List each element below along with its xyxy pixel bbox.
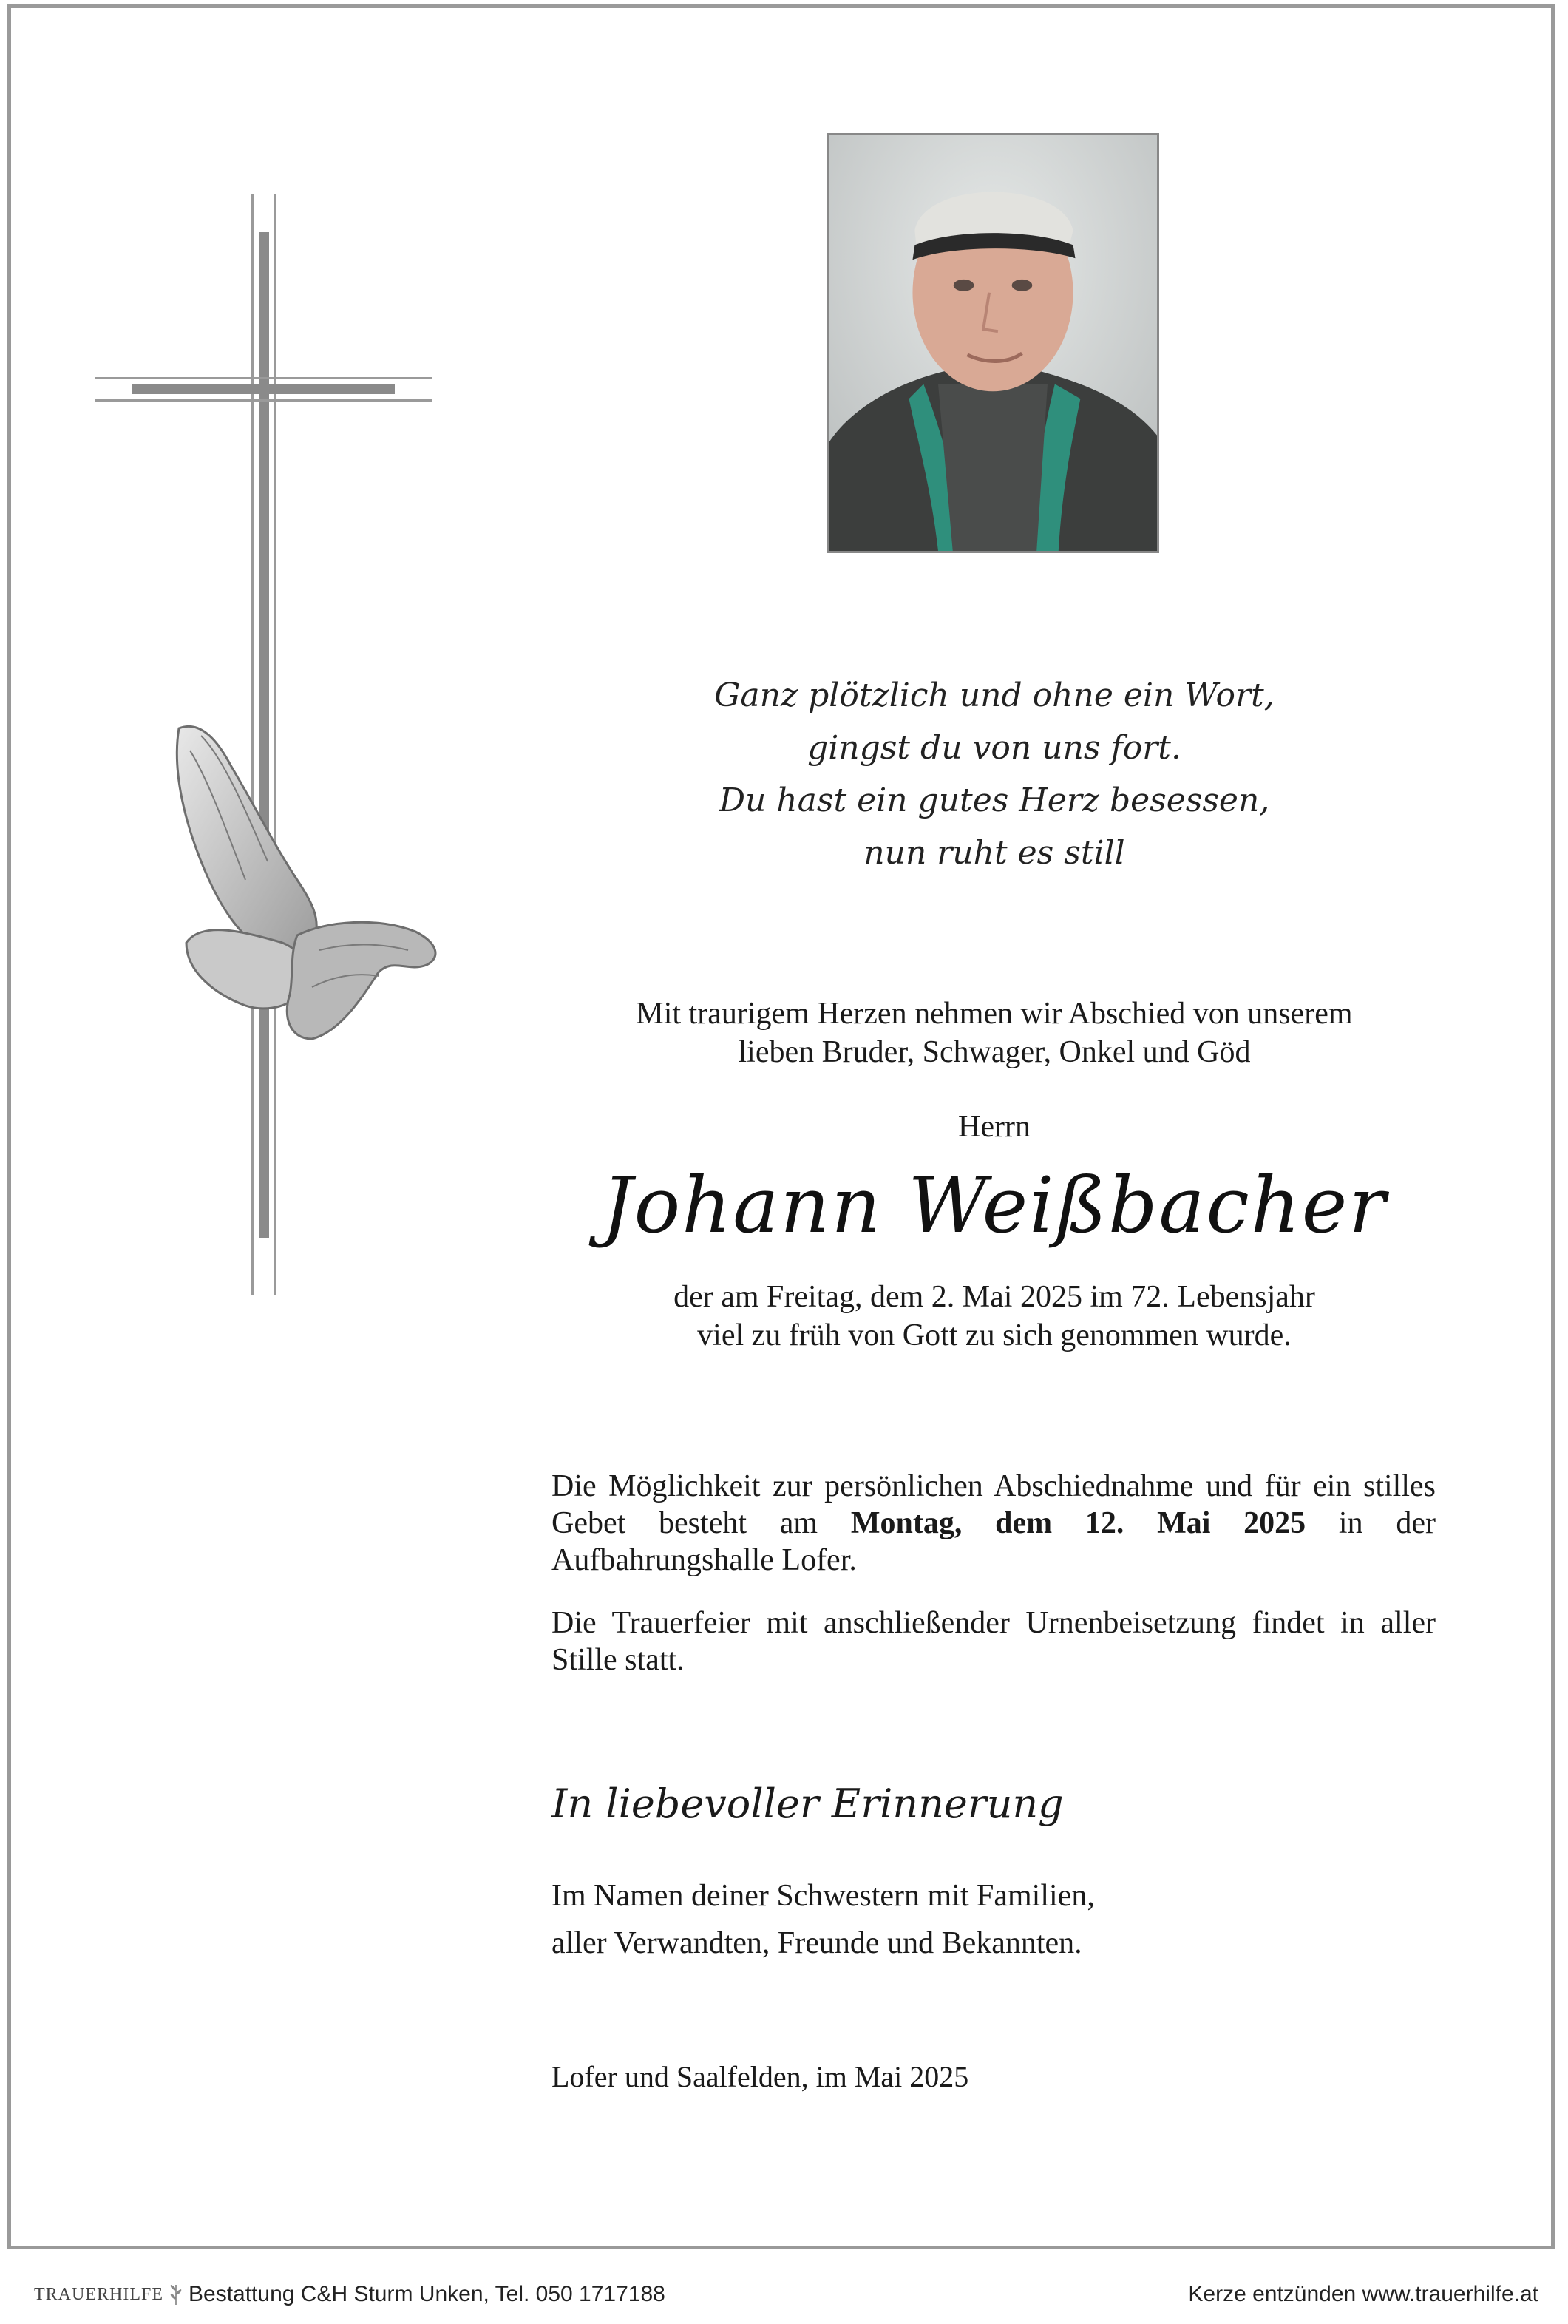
salutation: Herrn xyxy=(958,1110,1031,1144)
intro-text xyxy=(517,995,1471,1071)
verse-line: gingst du von uns fort. xyxy=(807,729,1181,767)
candle-link[interactable]: Kerze entzünden www.trauerhilfe.at xyxy=(1188,2282,1538,2306)
farewell-text-after: in der Aufbahrungshalle Lofer. xyxy=(551,1506,1436,1577)
memory-heading: In liebevoller Erinnerung xyxy=(551,1781,1064,1827)
family-signature xyxy=(551,1872,1095,1967)
farewell-text-before: Die Möglichkeit zur persönlichen Abschiednahme und für ein stilles Gebet besteht am xyxy=(551,1469,1436,1540)
place-date: Lofer und Saalfelden, im Mai 2025 xyxy=(551,2060,969,2093)
verse-line: nun ruht es still xyxy=(863,834,1125,872)
footer-brand: TRAUERHILFE xyxy=(34,2284,163,2304)
farewell-paragraph xyxy=(551,1468,1436,1579)
deceased-name: Johann Weißbacher xyxy=(601,1160,1388,1250)
family-line: Im Namen deiner Schwestern mit Familien, xyxy=(551,1879,1095,1913)
intro-line: Mit traurigem Herzen nehmen wir Abschied von unserem xyxy=(636,997,1353,1031)
death-notice-line: viel zu früh von Gott zu sich genommen wurde. xyxy=(697,1318,1292,1352)
intro-line: lieben Bruder, Schwager, Onkel und Göd xyxy=(738,1035,1251,1069)
praying-hands-icon xyxy=(157,721,445,1046)
footer-undertaker: Bestattung C&H Sturm Unken, Tel. 050 1717188 xyxy=(189,2282,665,2306)
portrait-photo xyxy=(827,133,1159,553)
farewell-date: Montag, dem 12. Mai 2025 xyxy=(850,1506,1306,1540)
verse xyxy=(591,669,1397,879)
verse-line: Ganz plötzlich und ohne ein Wort, xyxy=(714,677,1275,714)
death-notice xyxy=(517,1278,1471,1355)
verse-line: Du hast ein gutes Herz besessen, xyxy=(719,782,1270,819)
death-notice-line: der am Freitag, dem 2. Mai 2025 im 72. Lebensjahr xyxy=(673,1280,1315,1314)
footer-left xyxy=(34,2282,665,2307)
ceremony-paragraph: Die Trauerfeier mit anschließender Urnenbeisetzung findet in aller Stille statt. xyxy=(551,1606,1436,1677)
footer xyxy=(34,2282,1538,2316)
leaf-icon xyxy=(168,2283,184,2306)
family-line: aller Verwandten, Freunde und Bekannten. xyxy=(551,1926,1082,1960)
